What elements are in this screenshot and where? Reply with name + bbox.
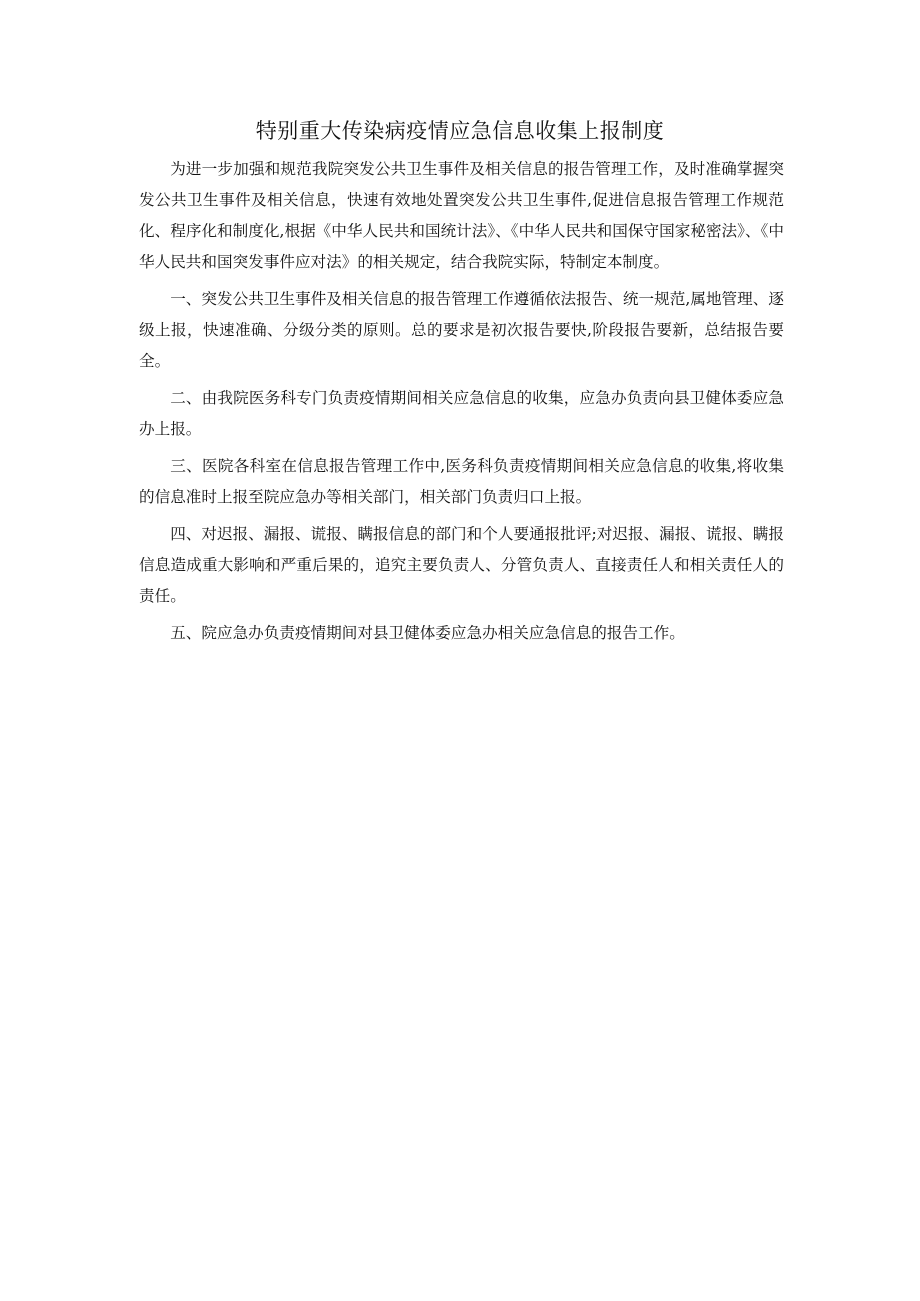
document-title: 特别重大传染病疫情应急信息收集上报制度 — [255, 119, 665, 143]
document-body — [139, 154, 784, 655]
paragraph-item-3: 三、医院各科室在信息报告管理工作中,医务科负责疫情期间相关应急信息的收集,将收集的信息准时上报至院应急办等相关部门，相关部门负责归口上报。 — [139, 457, 784, 506]
paragraph-intro: 为进一步加强和规范我院突发公共卫生事件及相关信息的报告管理工作，及时准确掌握突发公共卫生事件及相关信息，快速有效地处置突发公共卫生事件,促进信息报告管理工作规范化、程序化和制度化,根据《中华人民共和国统计法》、《中华人民共和国保守国家秘密法》、《中华人民共和国突发事件应对法》的相关规定，结合我院实际，特制定本制度。 — [139, 160, 784, 271]
paragraph-item-2: 二、由我院医务科专门负责疫情期间相关应急信息的收集，应急办负责向县卫健体委应急办上报。 — [139, 389, 784, 438]
paragraph-item-1: 一、突发公共卫生事件及相关信息的报告管理工作遵循依法报告、统一规范,属地管理、逐级上报，快速准确、分级分类的原则。总的要求是初次报告要快,阶段报告要新，总结报告要全。 — [139, 290, 784, 370]
paragraph-item-5: 五、院应急办负责疫情期间对县卫健体委应急办相关应急信息的报告工作。 — [170, 624, 685, 642]
paragraph-item-4: 四、对迟报、漏报、谎报、瞒报信息的部门和个人要通报批评;对迟报、漏报、谎报、瞒报信息造成重大影响和严重后果的，追究主要负责人、分管负责人、直接责任人和相关责任人的责任。 — [139, 525, 784, 605]
